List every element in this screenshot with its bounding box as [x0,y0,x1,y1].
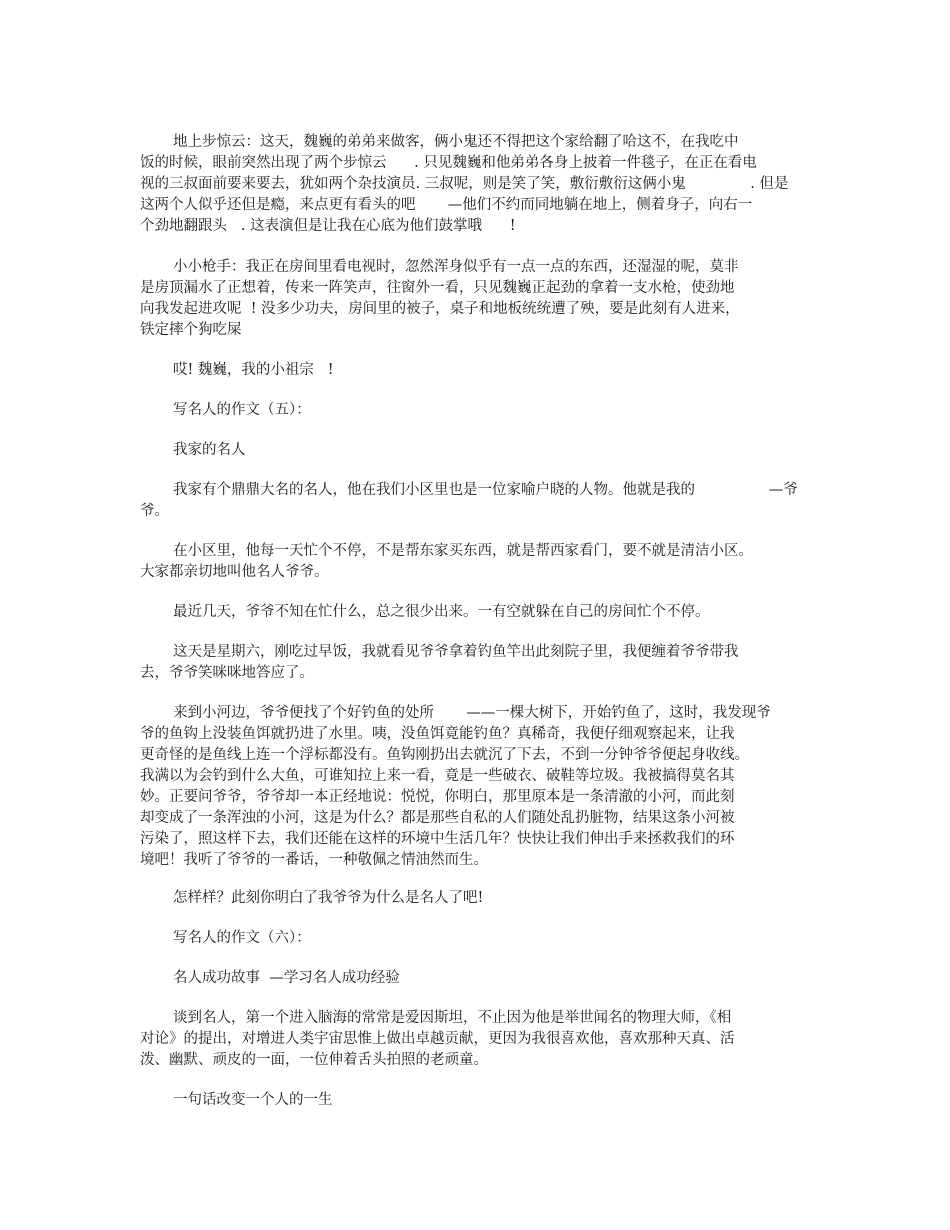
text-line: 铁定摔个狗吃屎 [140,322,242,338]
text-line: 是房顶漏水了正想着，传来一阵笑声，往窗外一看，只见魏巍正起劲的拿着一支水枪，使劲地 [140,280,735,296]
article-title-mingren-chenggong [140,968,800,989]
text-line: 怎样样？此刻你明白了我爷爷为什么是名人了吧! [173,890,484,906]
paragraph-zenyangyang [140,888,800,909]
subheading-yijuhua [140,1090,800,1111]
section-heading-six [140,928,800,949]
text-line: 我家有个鼎鼎大名的名人，他在我们小区里也是一位家喻户晓的人物。他就是我的 —爷 [173,482,798,498]
text-line: 大家都亲切地叫他名人爷爷。 [140,564,329,580]
section-heading-five [140,400,800,421]
text-line: 去，爷爷笑咪咪地答应了。 [140,665,314,681]
text-line: 对论》的提出，对增进人类宇宙思惟上做出卓越贡献，更因为我很喜欢他，喜欢那种天真、活 [140,1031,735,1047]
paragraph-zuijin-jitian [140,602,800,623]
text-line: 小小枪手：我正在房间里看电视时，忽然浑身似乎有一点一点的东西，还湿湿的呢，莫非 [173,259,739,275]
text-line: 视的三叔面前要来要去，犹如两个杂技演员. 三叔呢，则是笑了笑，敷衍敷衍这俩小鬼 . 但是 [140,176,789,192]
text-line: 写名人的作文（六）： [173,930,311,946]
text-line: 地上步惊云：这天，魏巍的弟弟来做客，俩小鬼还不得把这个家给翻了哈这不，在我吃中 [173,134,739,150]
text-line: 爷。 [140,503,169,519]
text-line: 更奇怪的是鱼线上连一个浮标都没有。鱼钩刚扔出去就沉了下去，不到一分钟爷爷便起身收线。 [140,747,749,763]
text-line: 我满以为会钓到什么大鱼，可谁知拉上来一看，竟是一些破衣、破鞋等垃圾。我被搞得莫名其 [140,768,735,784]
text-line: 却变成了一条浑浊的小河，这是为什么？都是那些自私的人们随处乱扔脏物，结果这条小河被 [140,810,735,826]
paragraph-ai-weiwei [140,360,800,381]
text-line: 在小区里，他每一天忙个不停，不是帮东家买东西，就是帮西家看门，要不就是清洁小区。 [173,543,753,559]
paragraph-xiaoxiao-qiangshou [140,257,800,341]
text-line: 一句话改变一个人的一生 [173,1092,333,1108]
text-line: 我家的名人 [173,442,246,458]
text-line: 来到小河边，爷爷便找了个好钓鱼的处所 ——一棵大树下，开始钓鱼了，这时，我发现爷 [173,705,771,721]
text-line: 这天是星期六，刚吃过早饭，我就看见爷爷拿着钓鱼竿出此刻院子里，我便缠着爷爷带我 [173,644,739,660]
text-line: 个劲地翻跟头 . 这表演但是让我在心底为他们鼓掌哦 ! [140,218,516,234]
paragraph-aiyinsitan [140,1008,800,1071]
paragraph-xiaohe-bian [140,703,800,871]
text-line: 最近几天，爷爷不知在忙什么，总之很少出来。一有空就躲在自己的房间忙个不停。 [173,604,710,620]
text-line: 谈到名人，第一个进入脑海的常常是爱因斯坦，不止因为他是举世闻名的物理大师，《相 [173,1010,732,1026]
paragraph-xiaoqu-li [140,541,800,583]
text-line: 爷的鱼钩上没装鱼饵就扔进了水里。咦，没鱼饵竟能钓鱼？真稀奇，我便仔细观察起来，让我 [140,726,735,742]
text-line: 污染了，照这样下去，我们还能在这样的环境中生活几年？快快让我们伸出手来拯救我们的环 [140,831,735,847]
text-line: 这两个人似乎还但是瘾，来点更有看头的吧 —他们不约而同地躺在地上，侧着身子，向右一 [140,197,753,213]
paragraph-wojia-youge [140,480,800,522]
text-line: 泼、幽默、顽皮的一面，一位伸着舌头拍照的老顽童。 [140,1052,488,1068]
paragraph-xingqiliu [140,642,800,684]
text-line: 哎! 魏巍，我的小祖宗 ! [173,362,334,378]
text-line: 妙。正要问爷爷，爷爷却一本正经地说：悦悦，你明白，那里原本是一条清澈的小河，而此刻 [140,789,735,805]
text-line: 饭的时候，眼前突然出现了两个步惊云 . 只见魏巍和他弟弟各身上披着一件毯子，在正在看电 [140,155,757,171]
paragraph-dishang-bujingyun [140,132,800,237]
article-title-wojia-mingren [140,440,800,461]
text-line: 写名人的作文（五）： [173,402,311,418]
text-line: 向我发起进攻呢 ! 没多少功夫，房间里的被子，桌子和地板统统遭了殃，要是此刻有人进来， [140,301,740,317]
text-line: 名人成功故事 —学习名人成功经验 [173,970,400,986]
text-line: 境吧！我听了爷爷的一番话，一种敬佩之情油然而生。 [140,852,488,868]
